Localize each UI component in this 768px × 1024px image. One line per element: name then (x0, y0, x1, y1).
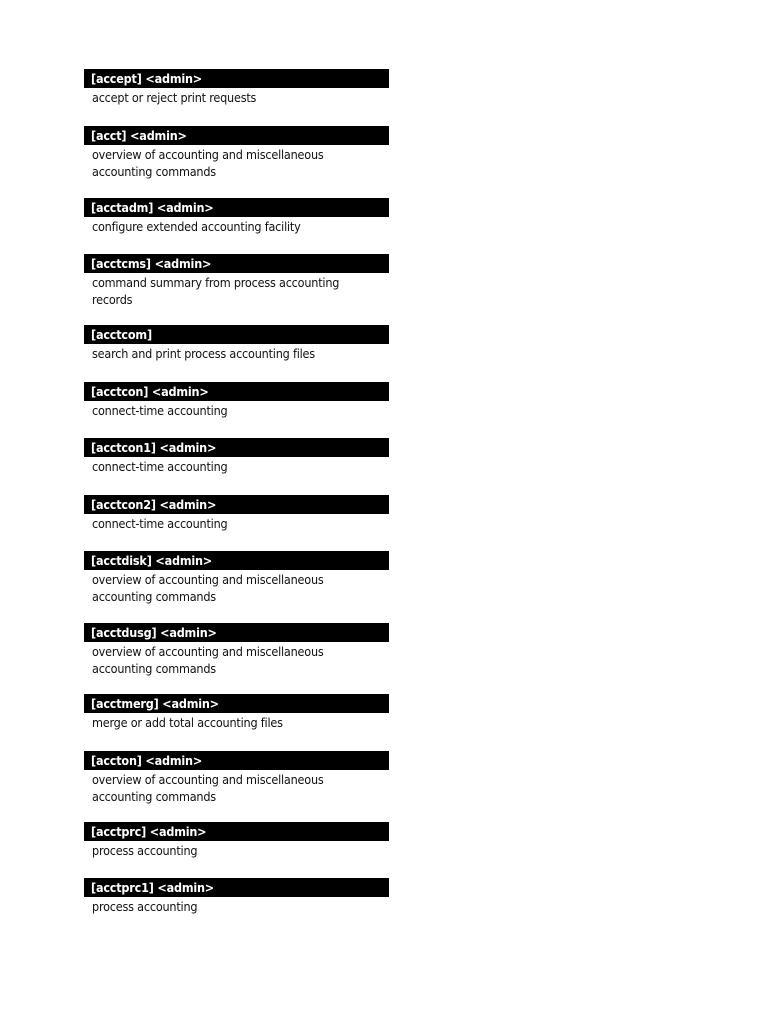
command-entry (84, 694, 389, 731)
command-header: [acctcms] <admin> (84, 254, 389, 273)
command-header: [acctmerg] <admin> (84, 694, 389, 713)
command-entry (84, 382, 389, 419)
command-description: connect-time accounting (92, 403, 228, 418)
command-header: [acctdusg] <admin> (84, 623, 389, 642)
command-header: [accept] <admin> (84, 69, 389, 88)
command-header: [acct] <admin> (84, 126, 389, 145)
command-entry (84, 126, 389, 180)
command-entry (84, 69, 389, 106)
command-entry (84, 254, 389, 308)
command-description: command summary from process accounting records (92, 275, 340, 307)
command-entry (84, 325, 389, 362)
command-entry (84, 878, 389, 915)
command-entry (84, 438, 389, 475)
command-description: search and print process accounting files (92, 346, 315, 361)
command-header: [acctcom] (84, 325, 389, 344)
command-description: overview of accounting and miscellaneous accounting commands (92, 147, 324, 179)
command-entry (84, 551, 389, 605)
command-header: [acctcon1] <admin> (84, 438, 389, 457)
command-header: [acctadm] <admin> (84, 198, 389, 217)
command-entry (84, 623, 389, 677)
command-header: [acctprc1] <admin> (84, 878, 389, 897)
command-description: connect-time accounting (92, 516, 228, 531)
command-description: connect-time accounting (92, 459, 228, 474)
command-header: [acctprc] <admin> (84, 822, 389, 841)
command-header: [accton] <admin> (84, 751, 389, 770)
command-entry (84, 495, 389, 532)
command-description: process accounting (92, 843, 198, 858)
command-description: configure extended accounting facility (92, 219, 301, 234)
command-description: accept or reject print requests (92, 90, 257, 105)
command-entry (84, 751, 389, 805)
command-description: overview of accounting and miscellaneous accounting commands (92, 572, 324, 604)
command-header: [acctcon2] <admin> (84, 495, 389, 514)
command-entry (84, 822, 389, 859)
command-entry (84, 198, 389, 235)
command-header: [acctdisk] <admin> (84, 551, 389, 570)
command-description: overview of accounting and miscellaneous accounting commands (92, 644, 324, 676)
command-description: merge or add total accounting files (92, 715, 283, 730)
command-header: [acctcon] <admin> (84, 382, 389, 401)
command-description: process accounting (92, 899, 198, 914)
command-description: overview of accounting and miscellaneous accounting commands (92, 772, 324, 804)
